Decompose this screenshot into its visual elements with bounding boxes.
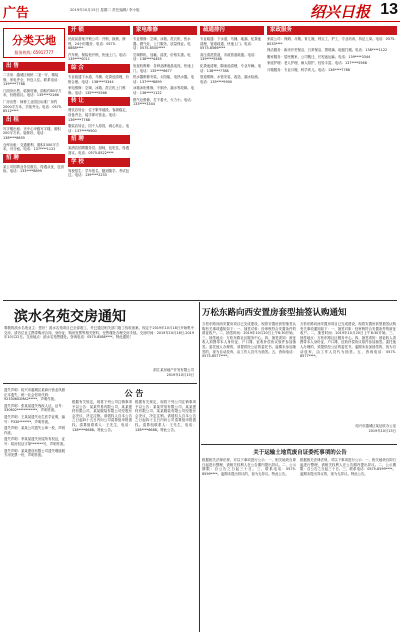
- notice-body: 尊敬的滨水名苑业主：您好！滨水名苑项目已全部竣工，并已通过相关部门竣工验收备案。现定于2019年10月18日开始集中交房，请各位业主携带购房合同、身份证、购房发票等相关资料，至售楼处办理交房手续。交房时间：2019年10月18日-2019年10月22日。交房地点：滨水名苑售楼处。咨询电话：0575-8588****。特此通知！: [4, 326, 194, 340]
- classified-ad: 某公司招聘业务员数名，待遇从优，包食宿。电话：133****8899: [3, 164, 65, 174]
- notice-body: 根据有关规定，现将下列公司注销事项予以公告：某某贸易有限公司、某某建材有限公司、某某服装有限公司经股东会决议，决定注销。请债权人自本公告之日起四十五日内向公司清算组申报债权。清算组联系人：王先生，电话：138****6688。特此公告。: [72, 400, 132, 432]
- section-header: 家政服务: [267, 26, 397, 35]
- classified-ad: 汽车锁、保险柜开锁，快速上门。电话：139****0011: [68, 52, 130, 62]
- notice-title: 公 告: [124, 388, 144, 398]
- classified-ad: 驾校招生：学车报名，随到随学，考试包过。电话：139****2233: [68, 168, 130, 178]
- lost-notice: 遗失声明：张某某遗失残疾人证，证号：330602************，声明作废。: [4, 403, 66, 413]
- classified-hotline: 服务热线: 65917777: [14, 50, 54, 55]
- classified-ad: 燃气灶维修，打不着火、火力小。电话：133****3344: [133, 97, 195, 107]
- classified-ad: 电视机维修：各种品牌液晶电视，快速上门。电话：135****6677: [133, 63, 195, 73]
- newspaper-logo: 绍兴日报: [309, 3, 370, 21]
- lost-notice: 遗失声明：某某公司遗失公章一枚，声明作废。: [4, 426, 66, 435]
- classified-ad: 家庭护理：老人护理、病人陪护，经验丰富。电话：137****5566: [267, 61, 367, 66]
- section-header: 出 租: [3, 116, 65, 125]
- divider: [199, 302, 200, 632]
- classified-column-1: [3, 62, 65, 297]
- classified-ad: 服装店转让，因个人原因，诚心转让。电话：137****9900: [68, 124, 130, 133]
- notice-signer: 绍兴市越城区某征收办公室: [355, 424, 396, 428]
- lost-notice: 遗失声明：某某建设有限公司遗失增值税专用发票一份，声明作废。: [4, 448, 66, 458]
- notice-title: 滨水名苑交房通知: [14, 309, 126, 325]
- notice-body: 根据有关规定，现将下列公司注销事项予以公告：某某贸易有限公司、某某建材有限公司、某某服装有限公司经股东会决议，决定注销。请债权人自本公告之日起四十五日内向公司清算组申报债权。清算组联系人：王先生，电话：138****6688。特此公告。: [135, 400, 196, 432]
- divider: [3, 300, 397, 301]
- classified-ad: 化粪池清理，隔油池清理，专业车辆。电话：138****7788: [200, 63, 262, 73]
- page-header: [0, 0, 400, 22]
- classified-ad: 月嫂服务：专业月嫂，科学育儿。电话：136****7788: [267, 67, 350, 72]
- classified-ad: 空调移机、加氟、清洗，价格实惠。电话：138****4455: [133, 52, 191, 62]
- notice-body: 根据相关法律法规，对以下事项进行公示：一、相关地块自即日起进行整理，请相关权利人在公告期内提出异议。二、公示期限：自公告之日起三十日。三、联系电话：0575-8599****。逾期未提出异议的，视为无异议。特此公告。: [202, 458, 296, 476]
- classified-column-3: [133, 26, 197, 297]
- notice-body: 万松东路向西安置房项目已完成建设，现将安置房套型抽签认购有关事项通知如下：一、抽签对象：经审核符合安置条件的被征收户。二、抽签时间：2019年10月20日上午8:30开始。三、抽签地点：万松东路社区服务中心。四、抽签须知：被征收人须携带本人身份证、户口簿、征收补偿协议原件参加抽签。委托他人办理的，须提供经公证的委托书。逾期未参加抽签的，视为自动放弃，由工作人员代为抽签。五、咨询电话：0575-8577****。: [300, 322, 396, 359]
- section-header: 疏通排污: [200, 26, 264, 35]
- classified-ad: 家政公司：保姆、月嫂、育儿嫂、钟点工、护工，专业培训，持证上岗。电话：0575-8533****: [267, 37, 396, 46]
- classified-ad: 专业疏通：下水道、马桶、地漏、化粪池清理，管道疏通，快速上门。电话：0575-8566****: [200, 37, 262, 51]
- divider: [3, 383, 197, 384]
- notice-signer: 浙江某房地产开发有限公司: [153, 368, 194, 372]
- section-header: 转 让: [68, 97, 130, 106]
- classified-ad: 民政局备案开锁公司：开锁、换锁、修锁，24小时服务，电话：0575-8888****: [68, 37, 126, 51]
- classified-ad: 厂房出售：柯桥工业园区标准厂房约2000平方米，手续齐全。电话：0575-8512****: [3, 99, 63, 114]
- section-header: 综 合: [68, 64, 130, 73]
- section-header: 学 校: [68, 158, 130, 167]
- classified-ad: 家电维修：空调、冰箱、洗衣机上门维修。电话：135****5566: [68, 86, 126, 95]
- notice-title: 关于运输土地荒废自证委托事项的公告: [253, 450, 347, 456]
- classified-column-4: [200, 26, 264, 297]
- classified-ad: 写字楼出租：市中心甲级写字楼，面积200平方米，装修好。电话：138****6655: [3, 126, 61, 140]
- classified-ad: 某酒店招聘服务员、厨师，包吃住，待遇面议。电话：0575-8522****: [68, 146, 130, 155]
- section-label: 广告: [3, 6, 30, 21]
- classified-ad: 二手房：越城区柯桥 二室一厅，精装修，家电齐全，拎包入住。联系电话：139****7788: [3, 73, 61, 87]
- section-header: 开 锁: [68, 26, 130, 35]
- section-header: 家电维修: [133, 26, 197, 35]
- classified-ad: 冰箱冰柜维修，不制冷、漏水等故障。电话：136****1122: [133, 86, 195, 95]
- classified-ad: 专业疏通下水道、马桶、化粪池清理，价格合理。电话：138****3344: [68, 74, 130, 84]
- section-header: 出 售: [3, 62, 65, 71]
- notice-title: 万松东路向西安置房套型抽签认购通知: [202, 308, 347, 318]
- classified-ad: 管道维修，水管安装、改造，漏水检测。电话：135****9900: [200, 75, 262, 84]
- classified-ad: 搬家服务：居民搬家、公司搬迁、长短途运输。电话：139****3344: [267, 54, 371, 59]
- classified-ad: 专业维修：空调、冰箱、洗衣机、热水器、燃气灶，上门服务，质量保证。电话：0575-8500****: [133, 37, 191, 51]
- lost-notice: 遗失声明：李某某遗失房屋所有权证，证号：绍房权证字第*******号，声明作废。: [4, 437, 67, 446]
- classified-ad: 餐饮店转让：位于繁华地段，客源稳定，设备齐全，接手即可营业。电话：136****7788: [68, 108, 130, 122]
- notice-body: 万松东路向西安置房项目已完成建设，现将安置房套型抽签认购有关事项通知如下：一、抽签对象：经审核符合安置条件的被征收户。二、抽签时间：2019年10月20日上午8:30开始。三、抽签地点：万松东路社区服务中心。四、抽签须知：被征收人须携带本人身份证、户口簿、征收补偿协议原件参加抽签。委托他人办理的，须提供经公证的委托书。逾期未参加抽签的，视为自动放弃，由工作人员代为抽签。五、咨询电话：0575-8577****。: [202, 322, 296, 359]
- section-header: 招 聘: [68, 135, 130, 144]
- classified-ad: 高压清洗管道，市政管道疏通。电话：139****5566: [200, 52, 258, 62]
- notice-body: 根据相关法律法规，对以下事项进行公示：一、相关地块自即日起进行整理，请相关权利人在公告期内提出异议。二、公示期限：自公告之日起三十日。三、联系电话：0575-8599****。逾期未提出异议的，视为无异议。特此公告。: [300, 458, 396, 476]
- classified-title: 分类天地: [12, 34, 56, 47]
- classified-banner: [3, 28, 65, 58]
- page-number: 13: [380, 1, 398, 18]
- lost-notice: 遗失声明：王某某遗失出生医学证明，编号：P330*******，声明作废。: [4, 414, 66, 424]
- divider: [201, 444, 397, 445]
- classified-ad: 门面房出售，临街旺铺，面积约80平方米，价格面议。电话：135****2266: [3, 88, 62, 98]
- notice-date: 2019年10月15日: [166, 373, 194, 377]
- issue-meta: 2019年10月15日 星期二 责任编辑/ 李小姐: [70, 8, 140, 12]
- notice-date: 2019年10月15日: [368, 429, 396, 433]
- section-header: 招 聘: [3, 154, 65, 163]
- classified-column-5: [267, 26, 397, 297]
- classified-ad: 仓库出租：交通便利，面积1500平方米，可分租。电话：137****1122: [3, 142, 60, 152]
- lost-notice: 遗失声明：绍兴市越城区某商行营业执照正本遗失，统一社会信用代码：92330602MA2*****，声明作废。: [4, 388, 66, 402]
- lost-notices-column: [4, 388, 68, 632]
- classified-column-2: [68, 26, 130, 297]
- classified-ad: 保洁服务：新房开荒保洁、日常保洁、擦玻璃、地板打蜡。电话：138****1122: [267, 48, 388, 53]
- classified-ad: 热水器维修安装，太阳能、电热水器。电话：137****8899: [133, 75, 195, 84]
